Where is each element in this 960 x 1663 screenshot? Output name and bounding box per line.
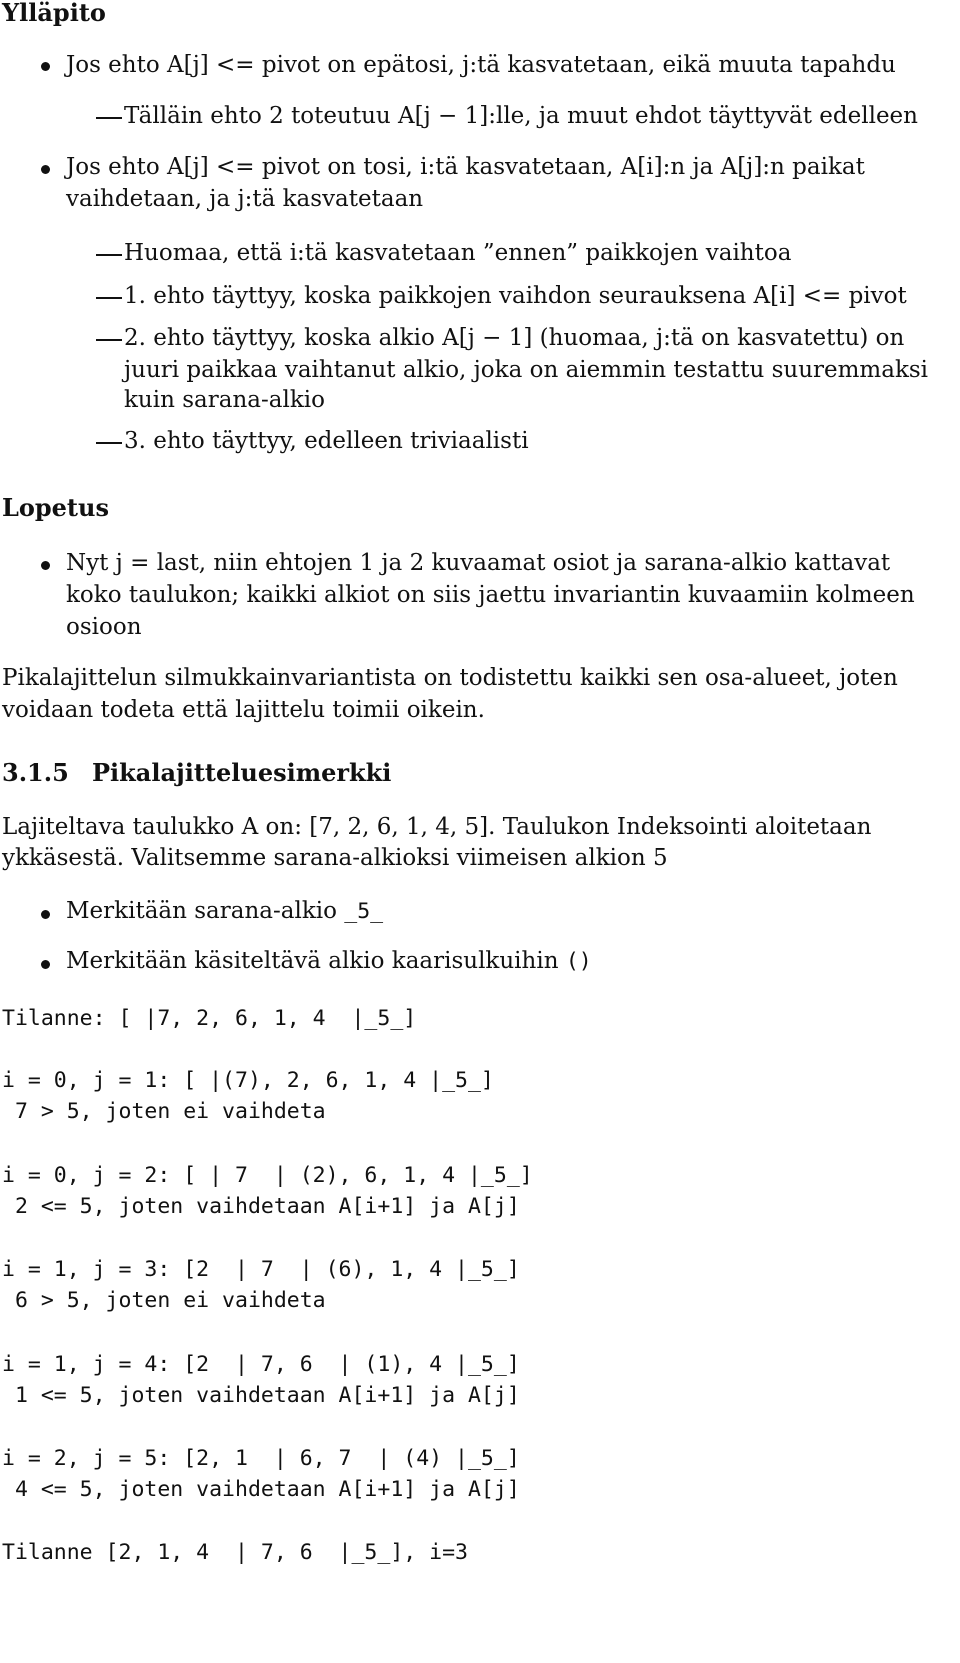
sub-item-text: 2. ehto täyttyy, koska alkio A[j − 1] (huomaa, j:tä on kasvatettu) on (124, 325, 905, 351)
bullet-text (66, 895, 383, 928)
bullet-text: Jos ehto A[j] <= pivot on tosi, i:tä kasvatetaan, A[i]:n ja A[j]:n paikat (66, 154, 865, 180)
code-line: Tilanne: [ |7, 2, 6, 1, 4 |_5_] (2, 1006, 417, 1031)
sub-item-text-continued: kuin sarana-alkio (124, 387, 325, 413)
sub-item-text: Huomaa, että i:tä kasvatetaan ”ennen” paikkojen vaihtoa (124, 240, 792, 266)
code-line: 4 <= 5, joten vaihdetaan A[i+1] ja A[j] (2, 1477, 520, 1502)
inline-code: () (565, 949, 592, 974)
paragraph-line: Lajiteltava taulukko A on: [7, 2, 6, 1, 4, 5]. Taulukon Indeksointi aloitetaan (2, 814, 872, 840)
paragraph-line: Pikalajittelun silmukkainvariantista on todistettu kaikki sen osa-alueet, joten (2, 665, 898, 691)
code-line: i = 2, j = 5: [2, 1 | 6, 7 | (4) |_5_] (2, 1446, 520, 1471)
bullet-text: Nyt j = last, niin ehtojen 1 ja 2 kuvaamat osiot ja sarana-alkio kattavat (66, 550, 891, 576)
bullet-text-continued: vaihdetaan, ja j:tä kasvatetaan (66, 186, 424, 212)
subsection-title: Pikalajitteluesimerkki (92, 758, 392, 787)
bullet-text-continued: koko taulukon; kaikki alkiot on siis jaettu invariantin kuvaamiin kolmeen (66, 582, 915, 608)
paragraph-line: ykkäsestä. Valitsemme sarana-alkioksi viimeisen alkion 5 (2, 845, 668, 871)
bullet-text-continued: osioon (66, 614, 142, 640)
bullet (41, 561, 50, 570)
code-line: 6 > 5, joten ei vaihdeta (2, 1288, 326, 1313)
code-line: i = 0, j = 1: [ |(7), 2, 6, 1, 4 |_5_] (2, 1068, 494, 1093)
sub-item-text: Tälläin ehto 2 toteutuu A[j − 1]:lle, ja muut ehdot täyttyvät edelleen (124, 103, 918, 129)
bullet-label: Merkitään sarana-alkio (66, 898, 345, 924)
sub-item-text-continued: juuri paikkaa vaihtanut alkio, joka on aiemmin testattu suuremmaksi (124, 357, 929, 383)
dash (96, 442, 122, 444)
section-heading-lopetus: Lopetus (2, 493, 109, 522)
bullet-text (66, 945, 592, 978)
code-line: i = 0, j = 2: [ | 7 | (2), 6, 1, 4 |_5_] (2, 1163, 533, 1188)
code-line: i = 1, j = 3: [2 | 7 | (6), 1, 4 |_5_] (2, 1257, 520, 1282)
sub-item-text: 3. ehto täyttyy, edelleen triviaalisti (124, 428, 529, 454)
code-line: Tilanne [2, 1, 4 | 7, 6 |_5_], i=3 (2, 1540, 468, 1565)
paragraph-line: voidaan todeta että lajittelu toimii oikein. (2, 697, 485, 723)
bullet-text: Jos ehto A[j] <= pivot on epätosi, j:tä kasvatetaan, eikä muuta tapahdu (66, 52, 896, 78)
bullet (41, 960, 50, 969)
bullet (41, 62, 50, 71)
bullet-label: Merkitään käsiteltävä alkio kaarisulkuihin (66, 948, 566, 974)
code-line: 7 > 5, joten ei vaihdeta (2, 1099, 326, 1124)
section-heading-yllapito: Ylläpito (2, 0, 106, 27)
bullet (41, 165, 50, 174)
code-line: i = 1, j = 4: [2 | 7, 6 | (1), 4 |_5_] (2, 1352, 520, 1377)
bullet (41, 910, 50, 919)
dash (96, 117, 122, 119)
dash (96, 339, 122, 341)
inline-code: _5_ (344, 899, 384, 924)
code-line: 1 <= 5, joten vaihdetaan A[i+1] ja A[j] (2, 1383, 520, 1408)
dash (96, 254, 122, 256)
sub-item-text: 1. ehto täyttyy, koska paikkojen vaihdon seurauksena A[i] <= pivot (124, 283, 907, 309)
code-line: 2 <= 5, joten vaihdetaan A[i+1] ja A[j] (2, 1194, 520, 1219)
dash (96, 297, 122, 299)
subsection-number: 3.1.5 (2, 758, 69, 787)
